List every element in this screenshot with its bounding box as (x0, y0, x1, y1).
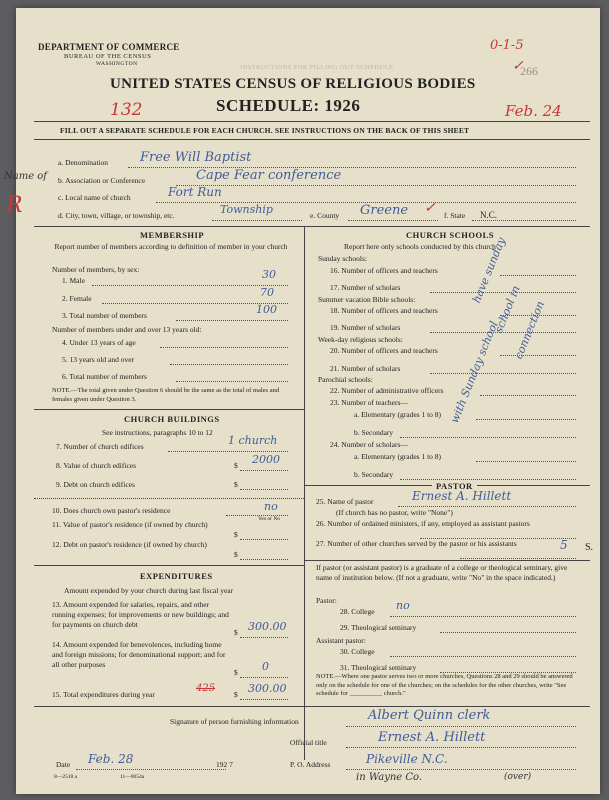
county-value: Greene (360, 203, 409, 218)
q11-dollar: $ (234, 530, 238, 539)
official-title-line (346, 747, 576, 748)
q15-value: 300.00 (248, 682, 287, 695)
q13-label: 13. Amount expended for salaries, repairs, and other running expenses; for improvements or new buildings; and for payments on church debt (52, 600, 229, 629)
q9-label: 9. Debt on church edifices (56, 480, 135, 489)
county-label: e. County (310, 211, 340, 220)
state-value: N.C. (480, 210, 498, 220)
state-label: f. State (444, 211, 466, 220)
q4-line (160, 347, 288, 348)
page-title: UNITED STATES CENSUS OF RELIGIOUS BODIES (110, 76, 476, 92)
schedule-title: SCHEDULE: 1926 (216, 96, 361, 115)
q23-label: 23. Number of teachers— (330, 398, 408, 407)
q24a-line (476, 461, 576, 462)
q28-line (390, 616, 576, 617)
q29-line (440, 632, 576, 633)
local-name-value: Fort Run (168, 185, 222, 199)
signature-divider (34, 706, 590, 707)
q30-line (390, 656, 576, 657)
yes-no-hint: Yes or No (258, 516, 281, 522)
q1-label: 1. Male (62, 276, 85, 285)
margin-note-r: R (6, 193, 23, 218)
red-annotation-132: 132 (110, 100, 143, 120)
membership-divider (34, 409, 304, 410)
q22-line (480, 395, 576, 396)
q6-label: 6. Total number of members (62, 372, 147, 381)
q26-label: 26. Number of ordained ministers, if any, employed as assistant pastors (316, 519, 530, 528)
county-line (348, 220, 438, 221)
q5-line (170, 364, 288, 365)
expenditures-title: EXPENDITURES (140, 571, 213, 581)
q27-line (460, 558, 576, 559)
q18-label: 18. Number of officers and teachers (330, 306, 438, 315)
membership-title: MEMBERSHIP (140, 230, 205, 240)
buildings-title: CHURCH BUILDINGS (124, 414, 220, 424)
q14-dollar: $ (234, 668, 238, 677)
q4-label: 4. Under 13 years of age (62, 338, 136, 347)
identity-divider (34, 226, 590, 227)
q9-dollar: $ (234, 480, 238, 489)
margin-note-name-of: Name of (4, 171, 48, 182)
age-intro-label: Number of members under and over 13 years old: (52, 325, 202, 334)
weekday-schools-label: Week-day religious schools: (318, 335, 403, 344)
q7-value: 1 church (228, 434, 278, 447)
q10-label: 10. Does church own pastor's residence (52, 506, 171, 515)
official-title-value: Ernest A. Hillett (378, 730, 486, 745)
date-value: Feb. 28 (88, 752, 134, 766)
q3-label: 3. Total number of members (62, 311, 147, 320)
summer-schools-label: Summer vacation Bible schools: (318, 295, 416, 304)
association-value: Cape Fear conference (196, 168, 342, 183)
q28-label: 28. College (340, 607, 375, 616)
pastor-note: NOTE.—Where one pastor serves two or more churches, Questions 28 and 29 should be answered only on the schedule for one of the churches; on the schedules for the other churches, write "See schedule for __________ church." (316, 673, 573, 697)
q16-label: 16. Number of officers and teachers (330, 266, 438, 275)
schools-hand-note-2: school in (492, 283, 523, 335)
q6-line (176, 381, 288, 382)
signature-value: Albert Quinn clerk (368, 708, 491, 723)
q30-label: 30. College (340, 647, 375, 656)
q15-label: 15. Total expenditures during year (52, 690, 155, 699)
q12-line (240, 559, 288, 560)
q28-value: no (396, 599, 410, 612)
signature-label: Signature of person furnishing information (170, 717, 299, 726)
q11-line (240, 539, 288, 540)
association-label: b. Association or Conference (58, 176, 146, 185)
po-address-label: P. O. Address (290, 760, 331, 769)
q15-line (240, 699, 288, 700)
bleed-through-text: INSTRUCTIONS FOR FILLING OUT SCHEDULE (240, 64, 394, 71)
q24a-label: a. Elementary (grades 1 to 8) (354, 452, 442, 461)
q27-value: 5 (560, 538, 568, 552)
members-by-sex-label: Number of members, by sex: (52, 265, 140, 274)
q2-label: 2. Female (62, 294, 92, 303)
q21-label: 21. Number of scholars (330, 364, 401, 373)
q7-label: 7. Number of church edifices (56, 442, 144, 451)
red-annotation-date: Feb. 24 (505, 102, 562, 120)
county-check-mark: ✓ (424, 200, 436, 216)
city-line (212, 220, 302, 221)
q22-label: 22. Number of administrative officers (330, 386, 444, 395)
department-heading: DEPARTMENT OF COMMERCE (38, 42, 180, 52)
q14-label: 14. Amount expended for benevolences, including home and foreign missions; for denominational support; and for all other purposes (52, 640, 226, 669)
sheet-number: 266 (520, 64, 538, 78)
q17-line (430, 292, 576, 293)
denomination-value: Free Will Baptist (140, 150, 252, 165)
city-label: d. City, town, village, or township, etc. (58, 211, 175, 220)
q11-label: 11. Value of pastor's residence (if owned by church) (52, 520, 208, 529)
q13-line (240, 637, 288, 638)
official-title-label: Official title (290, 738, 327, 747)
local-name-label: c. Local name of church (58, 193, 131, 202)
schools-title: CHURCH SCHOOLS (406, 230, 494, 240)
red-annotation-code: 0-1-5 (490, 38, 524, 53)
city-value: Township (220, 203, 273, 216)
q27-label: 27. Number of other churches served by the pastor or his assistants (316, 539, 517, 548)
q23a-label: a. Elementary (grades 1 to 8) (354, 410, 442, 419)
po-address-line (346, 769, 576, 770)
print-number: 11—0054a (120, 774, 145, 780)
schools-hand-note-3: connection (512, 299, 548, 361)
q23a-line (476, 419, 576, 420)
buildings-subdivider (34, 498, 304, 499)
sunday-schools-label: Sunday schools: (318, 254, 367, 263)
membership-note: NOTE.—The total given under Question 6 should be the same as the total of males and females given under Question 3. (52, 387, 280, 403)
instructions-banner: FILL OUT A SEPARATE SCHEDULE FOR EACH CHURCH. SEE INSTRUCTIONS ON THE BACK OF THIS SHEET (60, 126, 470, 135)
q5-label: 5. 13 years old and over (62, 355, 135, 364)
center-column-divider (304, 226, 305, 760)
membership-intro: Report number of members according to definition of member in your church (54, 242, 288, 251)
q13-value: 300.00 (248, 620, 287, 633)
date-label: Date (56, 760, 71, 769)
q29-label: 29. Theological seminary (340, 623, 417, 632)
q19-label: 19. Number of scholars (330, 323, 401, 332)
q8-value: 2000 (252, 453, 280, 466)
q8-line (240, 470, 288, 471)
red-check-mark: ✓ (512, 58, 524, 74)
date-year: 192 7 (216, 760, 233, 769)
q21-line (430, 373, 576, 374)
q3-line (176, 320, 288, 321)
city-heading: WASHINGTON (96, 61, 138, 67)
q23b-label: b. Secondary (354, 428, 394, 437)
pastor-subdivider (304, 560, 590, 561)
parochial-schools-label: Parochial schools: (318, 375, 373, 384)
schools-hand-note-1: have sunday (470, 235, 509, 305)
q25-note: (If church has no pastor, write "None") (336, 508, 453, 517)
q31-label: 31. Theological seminary (340, 663, 417, 672)
q20-label: 20. Number of officers and teachers (330, 346, 438, 355)
q12-dollar: $ (234, 550, 238, 559)
pastor-college-heading: Pastor: (316, 596, 337, 605)
q12-label: 12. Debt on pastor's residence (if owned by church) (52, 540, 207, 549)
expenditures-intro: Amount expended by your church during last fiscal year (64, 586, 234, 595)
q24b-line (400, 479, 576, 480)
q13-dollar: $ (234, 628, 238, 637)
q25-label: 25. Name of pastor (316, 497, 374, 506)
signature-line (346, 726, 576, 727)
q24-label: 24. Number of scholars— (330, 440, 408, 449)
q15-struck-value: 425 (196, 683, 216, 694)
q10-value: no (264, 500, 278, 513)
po-address-value: Pikeville N.C. (366, 752, 448, 766)
margin-note-s: S. (585, 542, 594, 553)
po-address-over: (over) (504, 772, 532, 782)
buildings-intro: See instructions, paragraphs 10 to 12 (102, 428, 213, 437)
schools-hand-note-4: with Sunday school (448, 319, 501, 425)
assistant-college-heading: Assistant pastor: (316, 636, 366, 645)
instructions-divider (34, 139, 590, 140)
q2-value: 70 (260, 286, 274, 299)
q24b-label: b. Secondary (354, 470, 394, 479)
q8-dollar: $ (234, 461, 238, 470)
q14-value: 0 (262, 660, 269, 673)
q7-line (168, 451, 288, 452)
college-intro: If pastor (or assistant pastor) is a graduate of a college or theological seminary, give name of institution below. (If not a graduate, write "No" in the space indicated.) (316, 563, 568, 582)
header-divider (34, 121, 590, 122)
q16-line (500, 275, 576, 276)
state-line (472, 220, 576, 221)
date-line (76, 769, 226, 770)
q25-line (398, 506, 576, 507)
po-address-extra: in Wayne Co. (356, 772, 423, 783)
q1-line (92, 285, 288, 286)
q1-value: 30 (262, 268, 276, 281)
q15-dollar: $ (234, 690, 238, 699)
schools-intro: Report here only schools conducted by this church (344, 242, 496, 251)
q3-value: 100 (256, 303, 277, 316)
form-number: 8—2518 a (54, 774, 78, 780)
q8-label: 8. Value of church edifices (56, 461, 137, 470)
pastor-title: PASTOR (432, 481, 477, 491)
buildings-divider (34, 565, 304, 566)
q9-line (240, 489, 288, 490)
q25-value: Ernest A. Hillett (412, 489, 512, 503)
q17-label: 17. Number of scholars (330, 283, 401, 292)
denomination-label: a. Denomination (58, 158, 108, 167)
association-line (176, 185, 576, 186)
q23b-line (400, 437, 576, 438)
bureau-heading: BUREAU OF THE CENSUS (64, 53, 152, 60)
q14-line (240, 677, 288, 678)
